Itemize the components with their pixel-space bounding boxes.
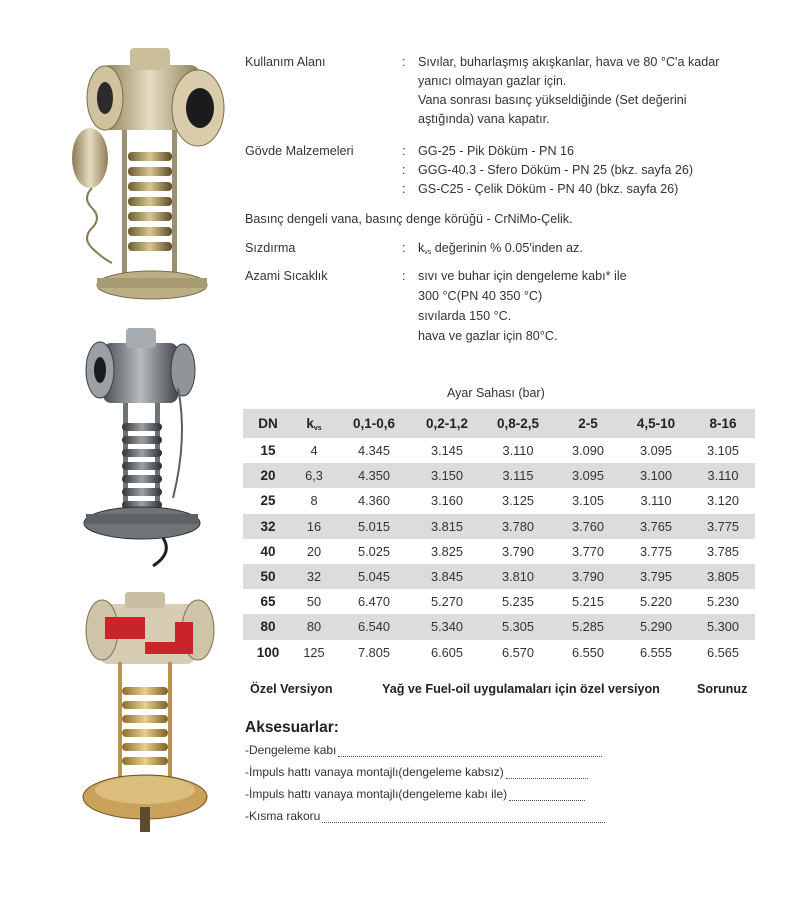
cell-value: 3.775 xyxy=(639,543,673,559)
cell-kvs: 16 xyxy=(293,514,335,539)
cell-value: 3.790 xyxy=(555,564,621,589)
table-row xyxy=(243,514,755,539)
cell-value: 5.305 xyxy=(481,614,555,639)
material-line: GG-25 - Pik Döküm - PN 16 xyxy=(418,144,575,158)
accessory-label: -İmpuls hattı vanaya montajlı(dengeleme kabsız) xyxy=(245,765,504,779)
accessory-item xyxy=(245,787,585,801)
cell-dn: 40 xyxy=(260,543,276,559)
usage-line: aştığında) vana kapatır. xyxy=(418,112,550,126)
cell-value: 5.340 xyxy=(413,614,481,639)
cell-value: 5.290 xyxy=(621,614,691,639)
usage-line: Vana sonrası basınç yükseldiğinde (Set değerini xyxy=(418,93,687,107)
cell-value: 6.540 xyxy=(335,614,413,639)
cell-dn: 100 xyxy=(256,644,280,660)
cell-value: 6.470 xyxy=(357,594,391,610)
cell-kvs: 4 xyxy=(310,443,318,459)
table-row xyxy=(243,488,755,513)
cell-kvs: 50 xyxy=(306,594,322,610)
cell-value: 6.565 xyxy=(706,644,740,660)
kvs-subscript: vs xyxy=(424,249,432,256)
usage-line: Sıvılar, buharlaşmış akışkanlar, hava ve 80 °C'a kadar xyxy=(418,55,720,69)
table-row xyxy=(243,564,755,589)
cell-value: 3.845 xyxy=(413,564,481,589)
header-range: 0,1-0,6 xyxy=(335,409,413,438)
cell-value: 5.285 xyxy=(555,614,621,639)
cell-value: 3.770 xyxy=(571,543,605,559)
leakage-text: değerinin % 0.05'inden az. xyxy=(431,241,583,255)
temp-line: hava ve gazlar için 80°C. xyxy=(418,329,558,343)
cell-value: 3.105 xyxy=(706,443,740,459)
table-row xyxy=(243,438,755,463)
pressure-range-table xyxy=(243,409,755,665)
cell-kvs: 6,3 xyxy=(293,463,335,488)
colon: : xyxy=(402,55,406,69)
cell-kvs: 80 xyxy=(293,614,335,639)
cell-value: 6.550 xyxy=(571,644,605,660)
cell-value: 6.555 xyxy=(639,644,673,660)
cell-value: 3.790 xyxy=(501,543,535,559)
cell-value: 6.605 xyxy=(430,644,464,660)
accessory-item xyxy=(245,743,602,757)
valve-photo-2 xyxy=(78,328,203,568)
table-body xyxy=(243,438,755,665)
cell-value: 5.025 xyxy=(357,543,391,559)
cell-value: 3.150 xyxy=(413,463,481,488)
accessory-label: -İmpuls hattı vanaya montajlı(dengeleme kabı ile) xyxy=(245,787,508,801)
colon: : xyxy=(402,269,406,283)
max-temp-label: Azami Sıcaklık xyxy=(245,269,328,283)
header-range: 4,5-10 xyxy=(621,409,691,438)
cell-value: 7.805 xyxy=(357,644,391,660)
cell-value: 3.805 xyxy=(691,564,755,589)
cell-value: 3.825 xyxy=(430,543,464,559)
cell-dn: 65 xyxy=(260,594,276,610)
cell-value: 4.360 xyxy=(357,493,391,509)
leader-dots xyxy=(322,812,605,823)
accessory-label: -Kısma rakoru xyxy=(245,809,321,823)
accessory-label: -Dengeleme kabı xyxy=(245,743,337,757)
header-range: 2-5 xyxy=(555,409,621,438)
cell-value: 3.760 xyxy=(555,514,621,539)
accessory-item xyxy=(245,765,588,779)
temp-line: sıvılarda 150 °C. xyxy=(418,309,512,323)
temp-line: sıvı ve buhar için dengeleme kabı* ile xyxy=(418,269,627,283)
cell-kvs: 8 xyxy=(310,493,318,509)
balance-note: Basınç dengeli vana, basınç denge körüğü - CrNiMo-Çelik. xyxy=(245,212,573,226)
valve-photo-1 xyxy=(60,40,225,305)
header-range: 0,2-1,2 xyxy=(413,409,481,438)
table-header-row xyxy=(243,409,755,438)
cell-value: 3.795 xyxy=(621,564,691,589)
table-row xyxy=(243,640,755,665)
cell-value: 3.780 xyxy=(481,514,555,539)
kvs-symbol: k xyxy=(418,241,425,255)
cell-value: 5.300 xyxy=(691,614,755,639)
header-kvs xyxy=(293,409,335,438)
cell-kvs: 32 xyxy=(293,564,335,589)
cell-kvs: 20 xyxy=(306,543,322,559)
cell-value: 5.235 xyxy=(501,594,535,610)
header-range: 0,8-2,5 xyxy=(481,409,555,438)
table-title: Ayar Sahası (bar) xyxy=(447,386,545,400)
temp-line: 300 °C(PN 40 350 °C) xyxy=(418,289,543,303)
cell-value: 3.120 xyxy=(706,493,740,509)
special-version-note: Sorunuz xyxy=(697,682,748,696)
cell-value: 5.045 xyxy=(335,564,413,589)
cell-value: 3.810 xyxy=(481,564,555,589)
cell-value: 3.100 xyxy=(621,463,691,488)
cell-dn: 32 xyxy=(243,514,293,539)
colon: : xyxy=(402,241,406,255)
cell-value: 3.765 xyxy=(621,514,691,539)
header-k: k xyxy=(306,415,314,431)
colon: : xyxy=(402,182,406,196)
cell-value: 3.785 xyxy=(706,543,740,559)
cell-value: 3.125 xyxy=(501,493,535,509)
table-row xyxy=(243,614,755,639)
leader-dots xyxy=(509,790,585,801)
cell-value: 6.570 xyxy=(501,644,535,660)
cell-dn: 15 xyxy=(260,443,276,459)
leakage-label: Sızdırma xyxy=(245,241,296,255)
leader-dots xyxy=(506,768,588,779)
header-dn: DN xyxy=(243,409,293,438)
body-material-label: Gövde Malzemeleri xyxy=(245,144,354,158)
cell-value: 3.115 xyxy=(481,463,555,488)
accessories-title: Aksesuarlar: xyxy=(245,719,339,736)
cell-value: 4.345 xyxy=(357,443,391,459)
cell-value: 5.270 xyxy=(430,594,464,610)
cell-value: 3.105 xyxy=(571,493,605,509)
cell-dn: 50 xyxy=(243,564,293,589)
header-range: 8-16 xyxy=(691,409,755,438)
header-kvs-sub: vs xyxy=(313,424,322,432)
colon: : xyxy=(402,144,406,158)
usage-line: yanıcı olmayan gazlar için. xyxy=(418,74,567,88)
usage-label: Kullanım Alanı xyxy=(245,55,326,69)
cell-dn: 20 xyxy=(243,463,293,488)
cell-value: 5.015 xyxy=(335,514,413,539)
table-row xyxy=(243,539,755,564)
table-row xyxy=(243,589,755,614)
cell-value: 5.215 xyxy=(571,594,605,610)
cell-value: 3.095 xyxy=(639,443,673,459)
special-version-text: Yağ ve Fuel-oil uygulamaları için özel versiyon xyxy=(382,682,660,696)
material-line: GS-C25 - Çelik Döküm - PN 40 (bkz. sayfa 26) xyxy=(418,182,679,196)
cell-value: 3.110 xyxy=(640,493,672,509)
cell-kvs: 125 xyxy=(303,644,325,660)
material-line: GGG-40.3 - Sfero Döküm - PN 25 (bkz. sayfa 26) xyxy=(418,163,694,177)
cell-value: 3.145 xyxy=(430,443,464,459)
cell-dn: 80 xyxy=(243,614,293,639)
cell-value: 3.095 xyxy=(555,463,621,488)
valve-cutaway-photo xyxy=(70,592,220,837)
accessory-item xyxy=(245,809,605,823)
cell-value: 4.350 xyxy=(335,463,413,488)
leader-dots xyxy=(338,746,602,757)
special-version-label: Özel Versiyon xyxy=(250,682,333,696)
cell-value: 3.110 xyxy=(691,463,755,488)
cell-value: 3.815 xyxy=(413,514,481,539)
cell-value: 3.090 xyxy=(571,443,605,459)
table-row xyxy=(243,463,755,488)
cell-dn: 25 xyxy=(260,493,276,509)
colon: : xyxy=(402,163,406,177)
cell-value: 3.110 xyxy=(502,443,534,459)
cell-value: 5.220 xyxy=(639,594,673,610)
cell-value: 3.775 xyxy=(691,514,755,539)
cell-value: 3.160 xyxy=(430,493,464,509)
leakage-value xyxy=(418,239,583,262)
cell-value: 5.230 xyxy=(706,594,740,610)
